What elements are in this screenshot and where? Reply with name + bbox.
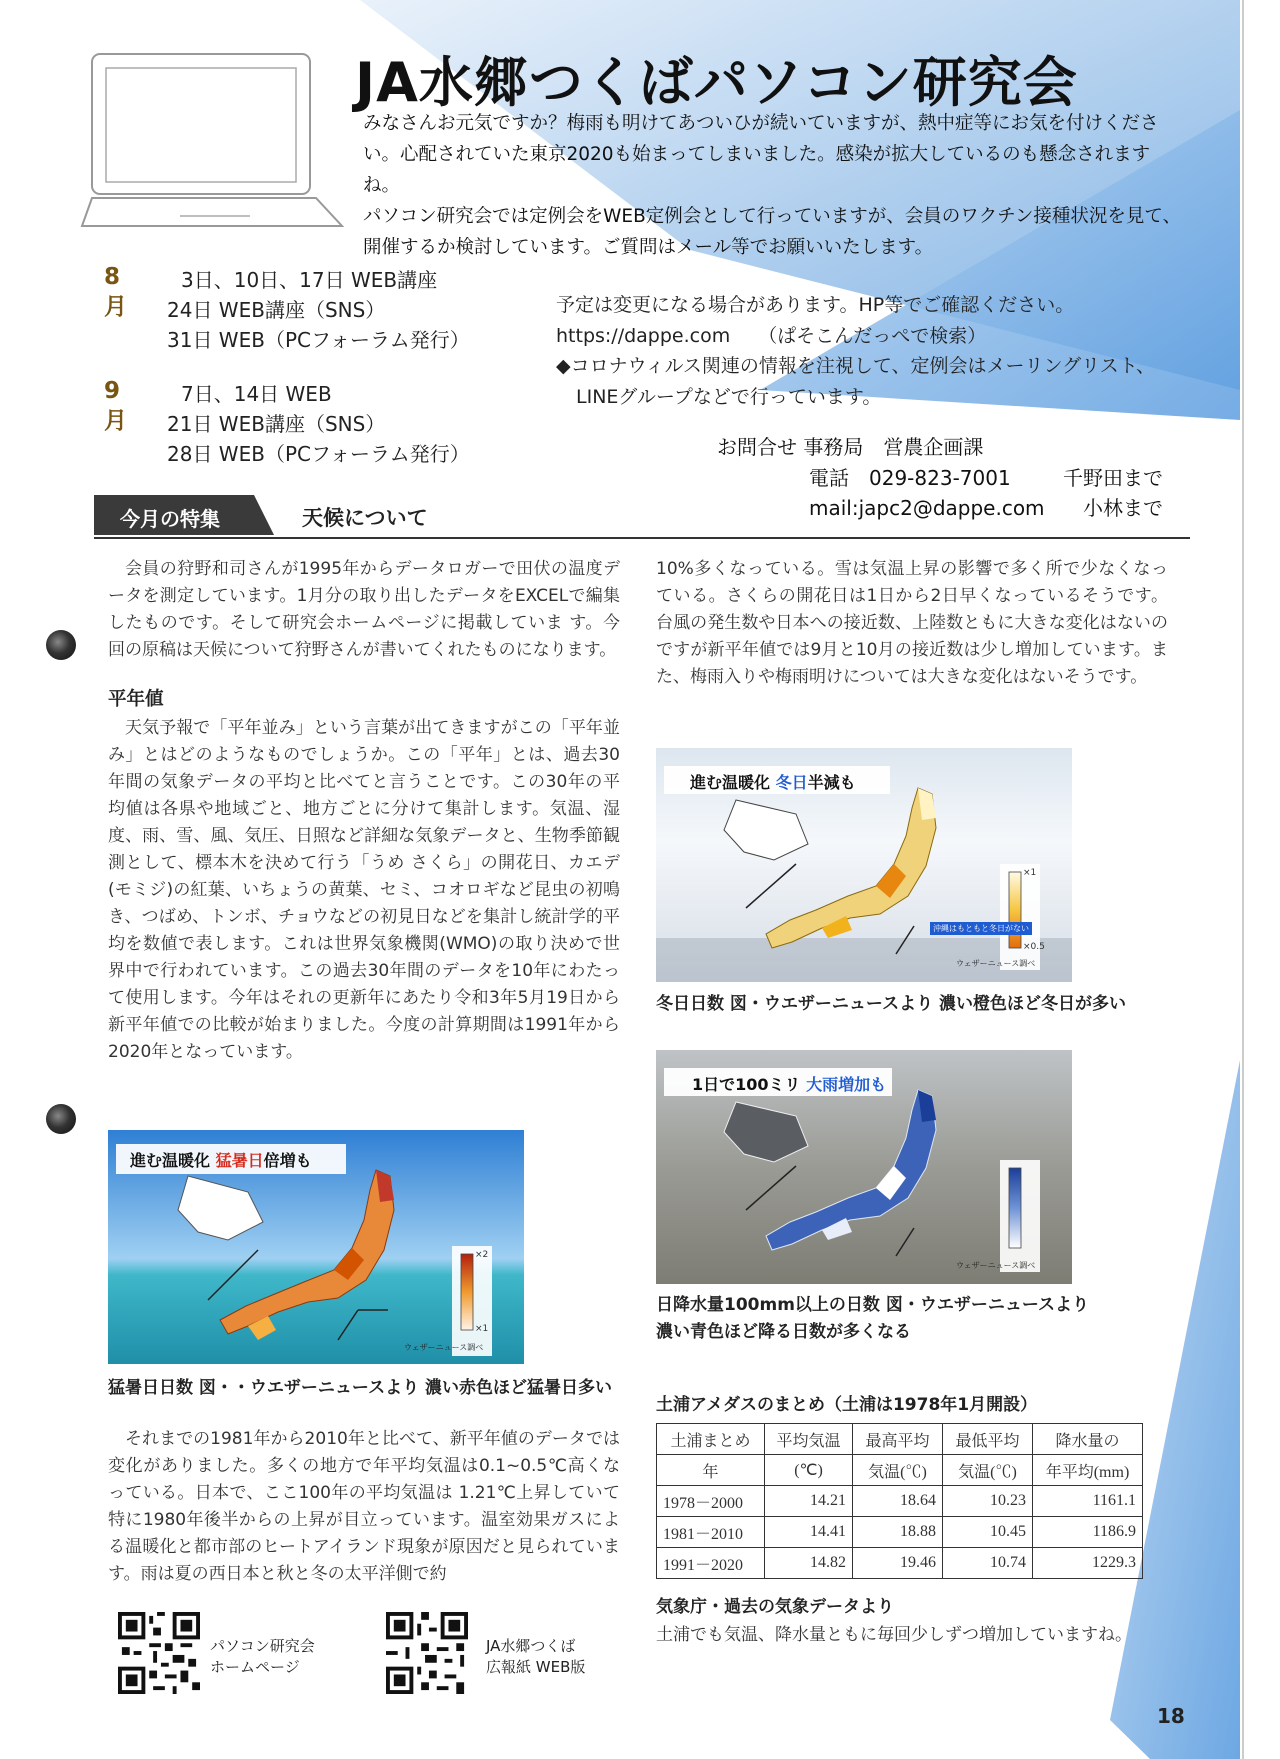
winter-map-caption: 冬日日数 図・ウエザーニュースより 濃い橙色ほど冬日が多い [656,994,1126,1014]
schedule-line: 3日、10日、17日 WEB講座 [181,268,438,292]
rain-map-title [692,1072,886,1095]
table-header-cell: 平均気温 [765,1424,853,1455]
table-header-cell: 気温(℃) [943,1455,1033,1486]
heat-credit: ウェザーニュース調べ [404,1343,484,1352]
binder-hole [46,630,76,660]
winter-days-map [656,748,1072,982]
table-cell: 10.74 [943,1548,1033,1579]
table-header-row [657,1455,1143,1486]
contact-phone-person: 千野田まで [1063,465,1163,490]
rain-credit: ウェザーニュース調べ [956,1261,1036,1270]
heat-title-b: 猛暑日 [215,1151,264,1170]
month-september: 9月 [104,378,127,434]
amedas-table [656,1423,1143,1579]
qr-code-homepage[interactable] [118,1612,200,1694]
rain-title-a: 1日で100ミリ [692,1075,801,1094]
qr-label-line: JA水郷つくば [486,1637,576,1655]
rain-caption-line: 濃い青色ほど降る日数が多くなる [656,1322,911,1342]
rain-map-caption [656,1292,1089,1346]
table-cell: 14.82 [765,1548,853,1579]
table-header-cell: 土浦まとめ [657,1424,765,1455]
laptop-illustration [80,50,350,240]
schedule-line: 31日 WEB（PCフォーラム発行） [167,328,470,352]
intro-line: みなさんお元気ですか？梅雨も明けてあついひが続いていますが、熱中症等にお気を付けくださ [363,113,1159,134]
table-header-cell: 年 [657,1455,765,1486]
qr-label-line: パソコン研究会 [210,1637,315,1655]
qr-label-line: 広報紙 WEB版 [486,1658,586,1676]
heat-scale-bottom: ×1 [475,1324,489,1334]
table-header-cell: (℃) [765,1455,853,1486]
table-header-cell: 年平均(mm) [1033,1455,1143,1486]
winter-scale-bottom: ×0.5 [1023,942,1045,952]
contact-label: お問合せ 事務局 営農企画課 [717,435,984,459]
heat-map-title [130,1148,312,1171]
article-intro: 会員の狩野和司さんが1995年からデータロガーで田伏の温度データを測定しています。1月分の取り出したデータをEXCELで編集したものです。そして研究会ホームページに掲載していま す。今回の原稿は天候について狩野さんが書いてくれたものになります。 [108,559,620,660]
table-cell: 10.23 [943,1486,1033,1517]
note-line: ◆コロナウィルス関連の情報を注視して、定例会はメーリングリスト、 [556,355,1156,377]
schedule-line: 21日 WEB講座（SNS） [167,412,386,436]
table-cell: 1978－2000 [657,1486,765,1517]
section-heading: 平年値 [108,689,164,710]
contact-mail-person: 小林まで [1083,496,1163,520]
section-divider [94,537,1190,539]
winter-map-title [690,770,856,793]
heat-scale-top: ×2 [475,1250,489,1260]
intro-line: パソコン研究会では定例会をWEB定例会として行っていますが、会員のワクチン接種状況を見て、 [363,206,1182,227]
heat-days-map [108,1130,524,1364]
page-title: JA水郷つくばパソコン研究会 [355,51,1078,114]
heat-title-c: 倍増も [263,1151,312,1170]
table-row [657,1486,1143,1517]
table-header-cell: 最低平均 [943,1424,1033,1455]
table-cell: 19.46 [853,1548,943,1579]
schedule-line: 7日、14日 WEB [181,382,332,406]
article-right-column [656,556,1168,691]
table-cell: 1229.3 [1033,1548,1143,1579]
table-comment: 土浦でも気温、降水量ともに毎回少しずつ増加していますね。 [656,1625,1132,1645]
article-body-continued [108,1426,620,1588]
table-header-cell: 気温(℃) [853,1455,943,1486]
url-hint: （ぱそこんだっぺで検索） [758,324,987,347]
article-right-body: 10%多くなっている。雪は気温上昇の影響で多く所で少なくなっている。さくらの開花日は1日から2日早くなっているそうです。台風の発生数や日本への接近数、上陸数ともに大きな変化はないのですが新平年値では9月と10月の接近数は少し増加しています。また、梅雨入りや梅雨明けについては大きな変化はないそうです。 [656,559,1168,687]
winter-credit: ウェザーニュース調べ [956,959,1036,968]
winter-scale-top: ×1 [1023,868,1037,878]
table-source: 気象庁・過去の気象データより [656,1597,894,1617]
winter-note: 沖縄はもともと冬日がない [930,922,1032,935]
rain-caption-line: 日降水量100mm以上の日数 図・ウエザーニュースより [656,1295,1089,1315]
amedas-table-wrap [656,1423,1143,1579]
article-body2: それまでの1981年から2010年と比べて、新平年値のデータでは変化がありました。多くの地方で年平均気温は0.1~0.5℃高くなっている。日本で、ここ100年の平均気温は 1.21℃上昇していて特に1980年後半からの上昇が目立っています。温室効果ガスによる温暖化と都市部のヒートアイランド現象が原因だと見られています。雨は夏の西日本と秋と冬の太平洋側で約 [108,1429,620,1584]
table-cell: 14.21 [765,1486,853,1517]
contact-mail[interactable]: mail:japc2@dappe.com [809,496,1045,520]
qr-web-edition-label [486,1636,585,1678]
article-left-column [108,556,620,1066]
intro-line: 開催するか検討しています。ご質問はメール等でお願いいたします。 [363,237,934,258]
month-august: 8月 [104,264,127,320]
qr-label-line: ホームページ [210,1658,300,1676]
website-link[interactable]: https://dappe.com [556,324,731,347]
heat-map-caption: 猛暑日日数 図・・ウエザーニュースより 濃い赤色ほど猛暑日多い [108,1378,612,1398]
contact-info [718,432,1173,524]
contact-phone: 電話 029-823-7001 [809,465,1011,490]
feature-title: 天候について [302,506,428,530]
table-row [657,1517,1143,1548]
note-line: LINEグループなどで行っています。 [576,385,882,408]
qr-homepage-label [210,1636,315,1678]
schedule-line: 28日 WEB（PCフォーラム発行） [167,442,470,466]
table-cell: 1186.9 [1033,1517,1143,1548]
feature-tab-label: 今月の特集 [120,507,220,531]
table-row [657,1548,1143,1579]
binder-hole [46,1104,76,1134]
table-header-cell: 降水量の [1033,1424,1143,1455]
heavy-rain-map [656,1050,1072,1284]
winter-title-c: 半減も [807,773,856,792]
note-line: 予定は変更になる場合があります。HP等でご確認ください。 [556,294,1075,316]
intro-line: い。心配されていた東京2020も始まってしまいました。感染が拡大しているのも懸念されますね。 [363,144,1151,196]
table-cell: 1161.1 [1033,1486,1143,1517]
winter-title-a: 進む温暖化 [690,773,771,792]
rain-title-b: 大雨増加も [806,1075,887,1094]
table-cell: 18.64 [853,1486,943,1517]
qr-code-web-edition[interactable] [386,1612,468,1694]
intro-text [363,108,1183,263]
page-number: 18 [1157,1704,1185,1728]
winter-title-b: 冬日 [775,773,808,792]
table-cell: 10.45 [943,1517,1033,1548]
note-url-line [556,321,1196,352]
article-body: 天気予報で「平年並み」という言葉が出てきますがこの「平年並み」とはどのようなものでしょうか。この「平年」とは、過去30年間の気象データの平均と比べてと言うことです。この30年の平均値は各県や地域ごと、地方ごとに分けて集計します。気温、湿度、雨、雪、風、気圧、日照など詳細な気象データと、生物季節観測として、標本木を決めて行う「うめ さくら」の開花日、カエデ(モミジ)の紅葉、いちょうの黄葉、セミ、コオロギなど昆虫の初鳴き、つばめ、トンボ、チョウなどの初見日などを集計し統計学的平均を数値で表します。これは世界気象機関(WMO)の取り決めで世界中で行われています。この過去30年間のデータを10年にわたって使用します。今年はそれの更新年にあたり令和3年5月19日から新平年値での比較が始まりました。今度の計算期間は1991年から2020年となっています。 [108,718,620,1062]
schedule-notes [556,290,1196,412]
table-cell: 1991－2020 [657,1548,765,1579]
table-title: 土浦アメダスのまとめ（土浦は1978年1月開設） [656,1395,1038,1415]
table-cell: 18.88 [853,1517,943,1548]
schedule [0,0,470,466]
heat-title-a: 進む温暖化 [130,1151,211,1170]
table-cell: 14.41 [765,1517,853,1548]
table-header-cell: 最高平均 [853,1424,943,1455]
table-header-row [657,1424,1143,1455]
table-cell: 1981－2010 [657,1517,765,1548]
schedule-line: 24日 WEB講座（SNS） [167,298,386,322]
